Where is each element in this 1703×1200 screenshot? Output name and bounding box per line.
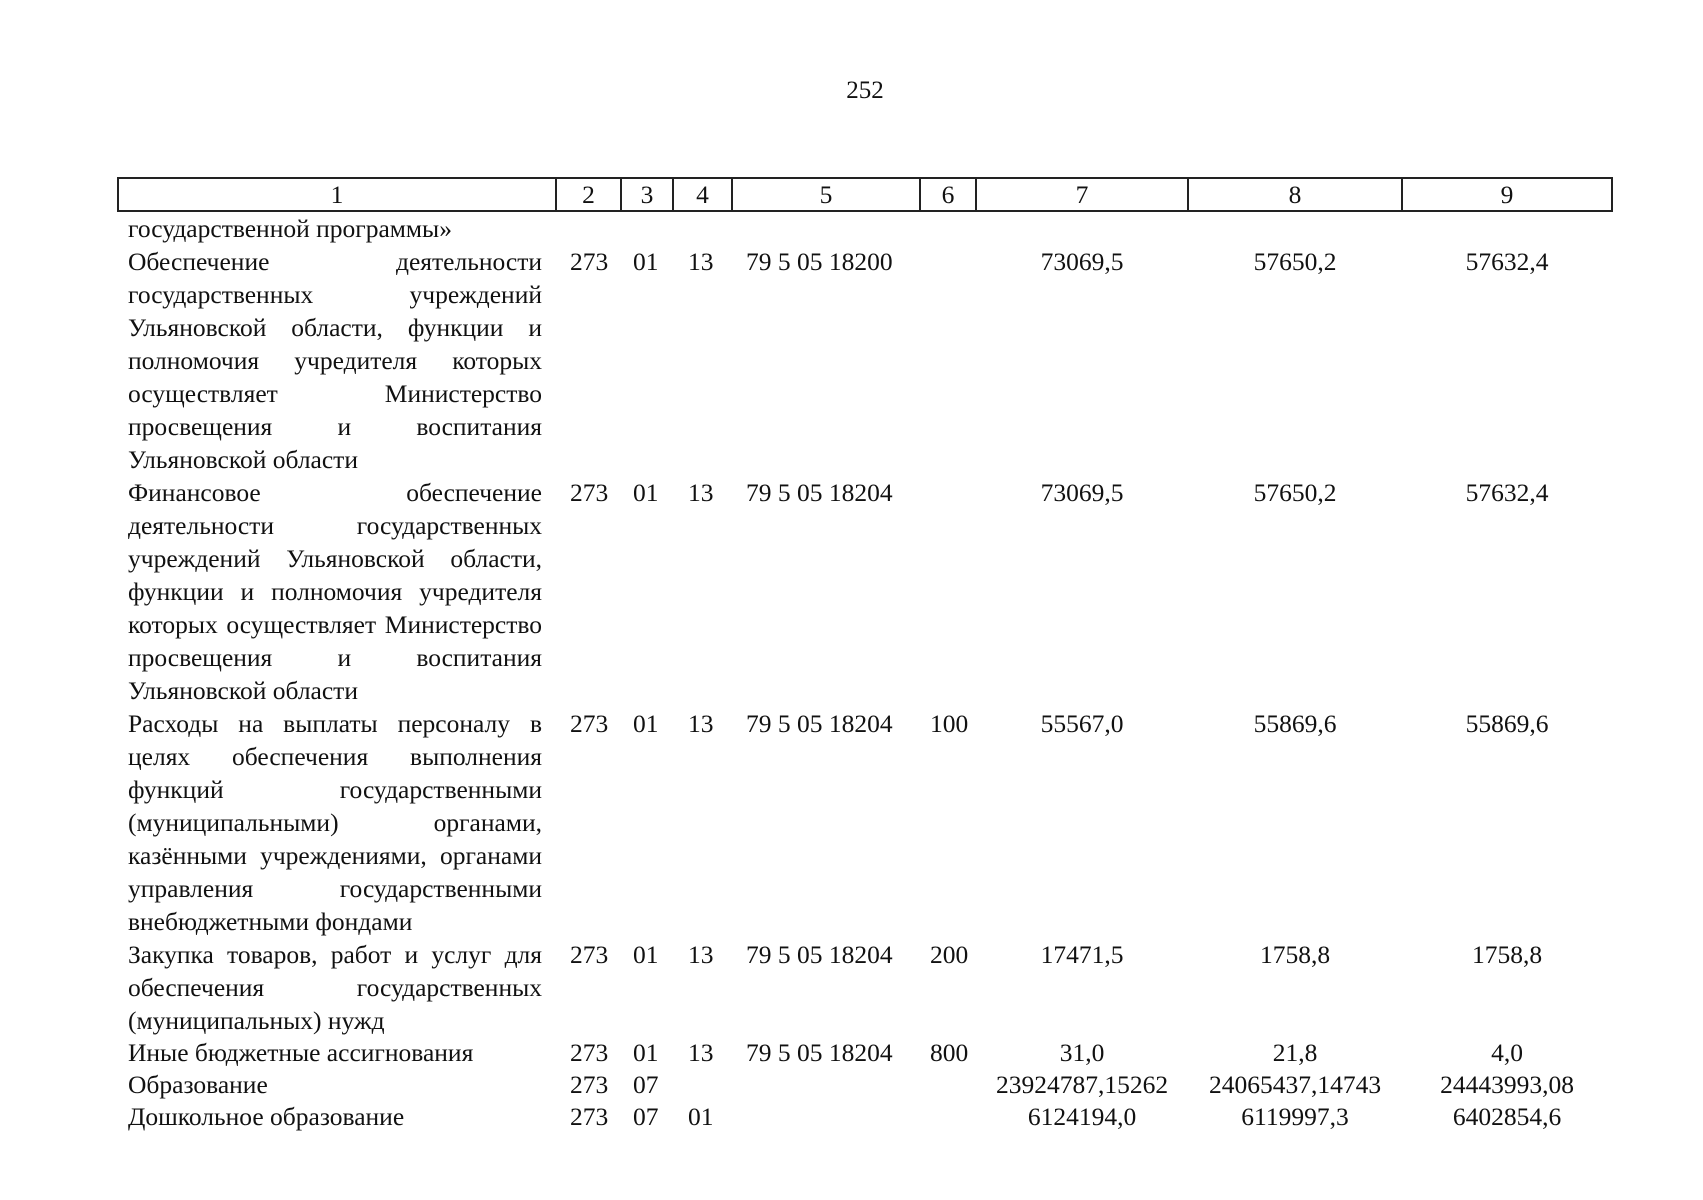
code-section: 01 — [633, 1038, 659, 1067]
amount-col9: 6402854,6 — [1452, 1102, 1562, 1131]
code-subsection: 13 — [688, 940, 714, 969]
code-target: 79 5 05 18204 — [746, 478, 893, 507]
column-header: 1 — [118, 178, 556, 211]
code-target: 79 5 05 18200 — [746, 247, 893, 276]
code-subsection: 13 — [688, 247, 714, 276]
row-name: Расходы на выплаты персоналу в целях обеспечения выполнения функций государственными (муниципальными) органами, казёнными учреждениями, органами управления государственными внебюджетными фондами — [128, 709, 542, 936]
code-ministry: 273 — [570, 1102, 609, 1131]
code-subsection: 13 — [688, 1038, 714, 1067]
amount-col7: 23924787,15262 — [995, 1070, 1169, 1099]
row-name: Образование — [128, 1070, 268, 1099]
table-row — [118, 476, 1612, 707]
amount-col8: 57650,2 — [1253, 247, 1337, 276]
amount-col8: 24065437,14743 — [1208, 1070, 1382, 1099]
table-row — [118, 245, 1612, 476]
table-row — [118, 1037, 1612, 1069]
row-name: Закупка товаров, работ и услуг для обеспечения государственных (муниципальных) нужд — [128, 940, 542, 1035]
code-target — [732, 1101, 920, 1133]
row-name: Обеспечение деятельности государственных учреждений Ульяновской области, функции и полномочия учредителя которых осуществляет Министерство просвещения и воспитания Ульяновской области — [128, 247, 542, 474]
table-row — [118, 707, 1612, 938]
code-target — [732, 1069, 920, 1101]
amount-col8: 55869,6 — [1253, 709, 1337, 738]
column-header: 3 — [621, 178, 673, 211]
amount-col7: 31,0 — [1059, 1038, 1105, 1067]
column-header: 7 — [976, 178, 1188, 211]
amount-col8: 6119997,3 — [1241, 1102, 1349, 1131]
code-section: 01 — [633, 940, 659, 969]
code-ministry: 273 — [570, 1038, 609, 1067]
code-target — [732, 211, 920, 245]
amount-col7: 55567,0 — [1040, 709, 1124, 738]
code-ministry: 273 — [570, 478, 609, 507]
code-subsection: 13 — [688, 478, 714, 507]
code-subsection — [673, 211, 732, 245]
code-expense-type — [920, 245, 976, 476]
code-expense-type — [920, 211, 976, 245]
code-target: 79 5 05 18204 — [746, 709, 893, 738]
amount-col9: 1758,8 — [1471, 940, 1543, 969]
amount-col8 — [1188, 211, 1402, 245]
code-ministry: 273 — [570, 1070, 609, 1099]
amount-col9: 24443993,08 — [1440, 1070, 1574, 1099]
amount-col8: 57650,2 — [1253, 478, 1337, 507]
column-header: 4 — [673, 178, 732, 211]
row-name: Финансовое обеспечение деятельности государственных учреждений Ульяновской области, функции и полномочия учредителя которых осуществляет Министерство просвещения и воспитания Ульяновской области — [128, 478, 542, 705]
code-ministry: 273 — [570, 709, 609, 738]
code-section: 01 — [633, 247, 659, 276]
code-target: 79 5 05 18204 — [746, 1038, 893, 1067]
code-subsection — [673, 1069, 732, 1101]
amount-col8: 1758,8 — [1259, 940, 1331, 969]
code-ministry: 273 — [570, 940, 609, 969]
code-subsection: 13 — [688, 709, 714, 738]
amount-col8: 21,8 — [1272, 1038, 1318, 1067]
amount-col7: 73069,5 — [1040, 478, 1124, 507]
amount-col7: 6124194,0 — [1027, 1102, 1137, 1131]
column-header: 5 — [732, 178, 920, 211]
code-expense-type: 800 — [930, 1038, 969, 1067]
row-name: Иные бюджетные ассигнования — [128, 1038, 474, 1067]
amount-col9 — [1402, 211, 1612, 245]
row-name: Дошкольное образование — [128, 1102, 405, 1131]
column-header: 9 — [1402, 178, 1612, 211]
code-section: 01 — [633, 478, 659, 507]
amount-col9: 4,0 — [1491, 1038, 1523, 1067]
code-expense-type — [920, 476, 976, 707]
code-section: 01 — [633, 709, 659, 738]
code-section — [621, 211, 673, 245]
code-expense-type: 100 — [930, 709, 969, 738]
code-target: 79 5 05 18204 — [746, 940, 893, 969]
code-expense-type — [920, 1069, 976, 1101]
amount-col7: 17471,5 — [1040, 940, 1124, 969]
code-section: 07 — [633, 1070, 659, 1099]
code-expense-type: 200 — [930, 940, 969, 969]
table-row — [118, 211, 1612, 245]
amount-col7: 73069,5 — [1040, 247, 1124, 276]
code-expense-type — [920, 1101, 976, 1133]
code-ministry: 273 — [570, 247, 609, 276]
amount-col9: 55869,6 — [1465, 709, 1549, 738]
code-section: 07 — [633, 1102, 659, 1131]
code-subsection: 01 — [688, 1102, 714, 1131]
budget-table — [117, 177, 1613, 1133]
column-header: 6 — [920, 178, 976, 211]
header-row — [118, 178, 1612, 211]
code-ministry — [556, 211, 621, 245]
row-name: государственной программы» — [128, 214, 452, 243]
amount-col9: 57632,4 — [1465, 247, 1549, 276]
amount-col9: 57632,4 — [1465, 478, 1549, 507]
table-row — [118, 1069, 1612, 1101]
table-row — [118, 938, 1612, 1037]
amount-col7 — [976, 211, 1188, 245]
column-header: 8 — [1188, 178, 1402, 211]
page-number: 252 — [846, 77, 884, 104]
table-row — [118, 1101, 1612, 1133]
column-header: 2 — [556, 178, 621, 211]
